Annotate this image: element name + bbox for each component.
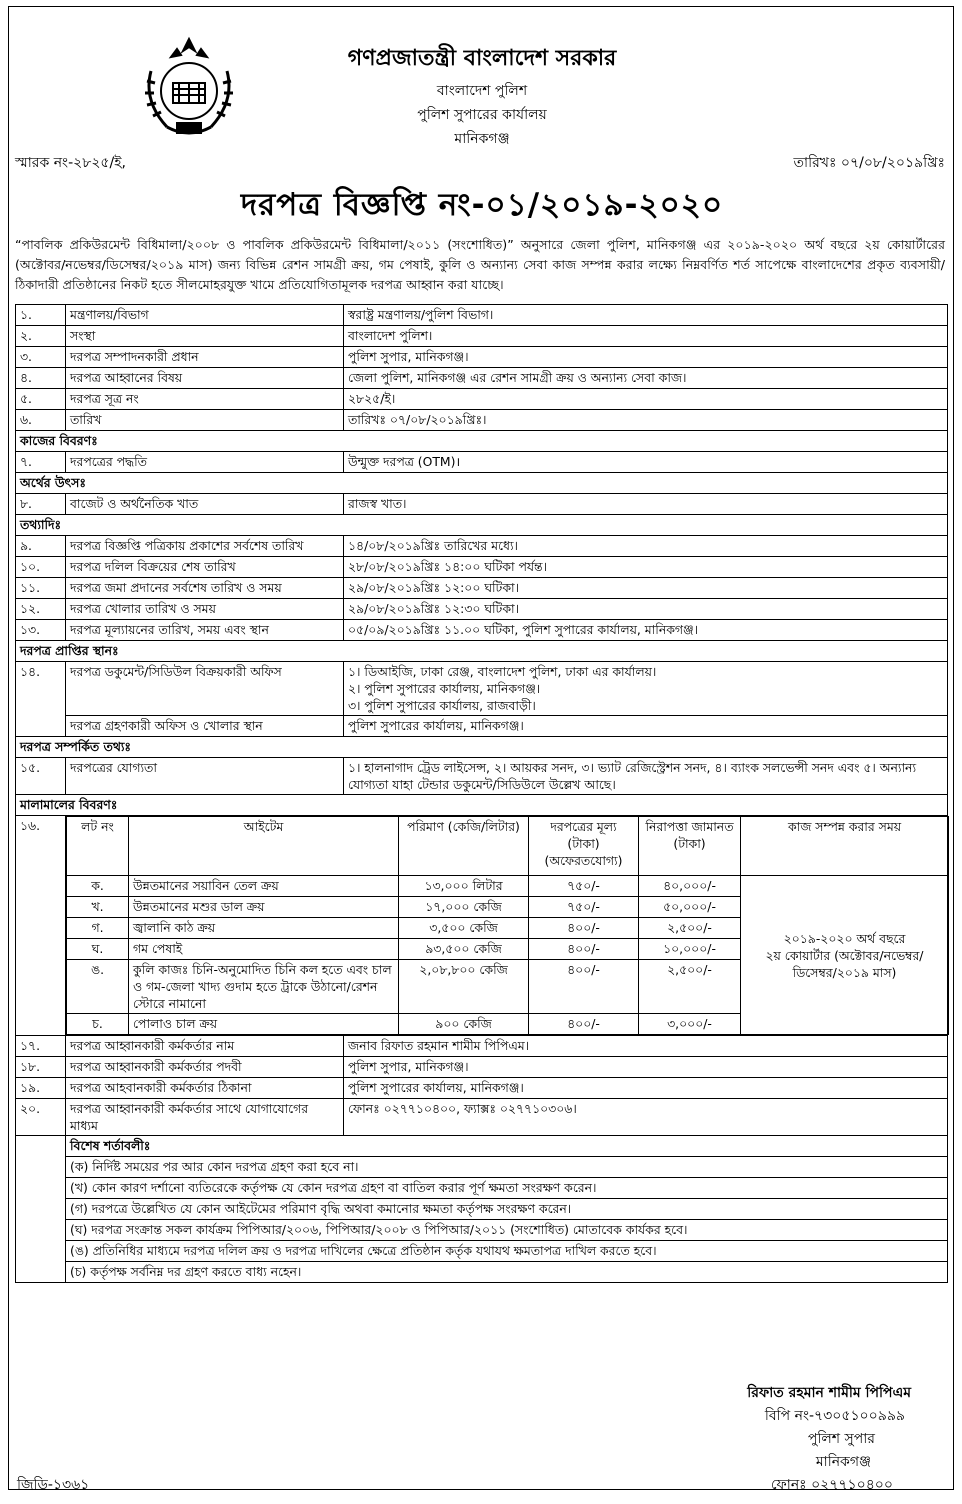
table-row: ২. সংস্থা বাংলাদেশ পুলিশ। <box>16 326 948 347</box>
tender-notice-page <box>8 6 954 1493</box>
table-row: ৩. দরপত্র সম্পাদনকারী প্রধান পুলিশ সুপার, মানিকগঞ্জ। <box>16 347 948 368</box>
condition-row: (গ) দরপত্রে উল্লেখিত যে কোন আইটেমের পরিমাণ বৃদ্ধি অথবা কমানোর ক্ষমতা কর্তৃপক্ষ সংরক্ষণ করেন। <box>16 1199 948 1220</box>
organization-name: বাংলাদেশ পুলিশ <box>436 83 528 99</box>
table-row: ৬. তারিখ তারিখঃ ০৭/০৮/২০১৯খ্রিঃ। <box>16 410 948 431</box>
table-row: ৮. বাজেট ও অর্থনৈতিক খাত রাজস্ব খাত। <box>16 494 948 515</box>
table-row: ৫. দরপত্র সূত্র নং ২৮২৫/ই। <box>16 389 948 410</box>
table-row: ২০. দরপত্র আহ্বানকারী কর্মকর্তার সাথে যোগাযোগের মাধ্যম ফোনঃ ০২৭৭১০৪০০, ফ্যাক্সঃ ০২৭৭১০৩০৬। <box>16 1099 948 1136</box>
memo-number: স্মারক নং-২৮২৫/ই, <box>15 155 126 171</box>
goods-item-row: গ. জ্বালানি কাঠ ক্রয় ৩,৫০০ কেজি ৪০০/- ২,৫০০/- <box>67 918 949 939</box>
intro-paragraph: “পাবলিক প্রকিউরমেন্ট বিধিমালা/২০০৮ ও পাবলিক প্রকিউরমেন্ট বিধিমালা/২০১১ (সংশোধিত)” অনুসারে জেলা পুলিশ, মানিকগঞ্জ এর ২০১৯-২০২০ অর্থ বছরে ২য় কোয়ার্টারের (অক্টোবর/নভেম্বর/ডিসেম্বর/২০১৯ মাস) জন্য বিভিন্ন রেশন সামগ্রী ক্রয়, গম পেষাই, কুলি ও অন্যান্য সেবা কাজ সম্পন্ন করার লক্ষ্যে নিম্নবর্ণিত শর্ত সাপেক্ষে বাংলাদেশের প্রকৃত ব্যবসায়ী/ঠিকাদারী প্রতিষ্ঠানের নিকট হতে সীলমোহরযুক্ত খামে প্রতিযোগিতামূলক দরপত্র আহ্বান করা যাচ্ছে। <box>15 237 945 292</box>
table-row: ১০. দরপত্র দলিল বিক্রয়ের শেষ তারিখ ২৮/০৮/২০১৯খ্রিঃ ১৪:০০ ঘটিকা পর্যন্ত। <box>16 557 948 578</box>
tender-details-table <box>15 304 948 1283</box>
section-row: দরপত্র সম্পর্কিত তথ্যঃ <box>16 737 948 758</box>
table-row: ৭. দরপত্রের পদ্ধতি উন্মুক্ত দরপত্র (OTM)। <box>16 452 948 473</box>
goods-item-row: ঙ. কুলি কাজঃ চিনি-অনুমোদিত চিনি কল হতে এবং চাল ও গম-জেলা খাদ্য গুদাম হতে ট্রাকে উঠানো/রেশন স্টোরে নামানো ২,০৮,৮০০ কেজি ৪০০/- ২,৫০০/- <box>67 960 949 1014</box>
section-row: তথ্যাদিঃ <box>16 515 948 536</box>
table-row: ৯. দরপত্র বিজ্ঞপ্তি পত্রিকায় প্রকাশের সর্বশেষ তারিখ ১৪/০৮/২০১৯খ্রিঃ তারিখের মধ্যে। <box>16 536 948 557</box>
table-row: ১১. দরপত্র জমা প্রদানের সর্বশেষ তারিখ ও সময় ২৯/০৮/২০১৯খ্রিঃ ১২:০০ ঘটিকা। <box>16 578 948 599</box>
notice-title: দরপত্র বিজ্ঞপ্তি নং-০১/২০১৯-২০২০ <box>240 187 724 223</box>
goods-item-row: খ. উন্নতমানের মশুর ডাল ক্রয় ১৭,০০০ কেজি ৭৫০/- ৫০,০০০/- <box>67 897 949 918</box>
goods-header-row: লট নং আইটেম পরিমাণ (কেজি/লিটার) দরপত্রের মূল্য (টাকা) (অফেরতযোগ্য) নিরাপত্তা জামানত (টাকা) কাজ সম্পন্ন করার সময় <box>67 817 949 876</box>
signatory-place: মানিকগঞ্জ <box>815 1454 871 1470</box>
signatory-phone: ফোনঃ ০২৭৭১০৪০০ <box>770 1477 893 1493</box>
goods-item-row: ক. উন্নতমানের সয়াবিন তেল ক্রয় ১৩,০০০ লিটার ৭৫০/- ৪০,০০০/- ২০১৯-২০২০ অর্থ বছরে ২য় কোয়ার্টার (অক্টোবর/নভেম্বর/ ডিসেম্বর/২০১৯ মাস) <box>67 876 949 897</box>
condition-row: (ঙ) প্রতিনিধির মাধ্যমে দরপত্র দলিল ক্রয় ও দরপত্র দাখিলের ক্ষেত্রে প্রতিষ্ঠান কর্তৃক যথাযথ ক্ষমতাপত্র দাখিল করতে হবে। <box>16 1241 948 1262</box>
table-row: ১৮. দরপত্র আহ্বানকারী কর্মকর্তার পদবী পুলিশ সুপার, মানিকগঞ্জ। <box>16 1057 948 1078</box>
table-row: দরপত্র গ্রহণকারী অফিস ও খোলার স্থান পুলিশ সুপারের কার্যালয়, মানিকগঞ্জ। <box>16 716 948 737</box>
table-row: ১৫. দরপত্রের যোগ্যতা ১। হালনাগাদ ট্রেড লাইসেন্স, ২। আয়কর সনদ, ৩। ভ্যাট রেজিস্ট্রেশন সনদ, ৪। ব্যাংক সলভেন্সী সনদ এবং ৫। অন্যান্য যোগ্যতা যাহা টেন্ডার ডকুমেন্ট/সিডিউলে উল্লেখ আছে। <box>16 758 948 795</box>
signatory-name: রিফাত রহমান শামীম পিপিএম <box>747 1385 911 1401</box>
table-row: ১৩. দরপত্র মূল্যায়নের তারিখ, সময় এবং স্থান ০৫/০৯/২০১৯খ্রিঃ ১১.০০ ঘটিকা, পুলিশ সুপারের কার্যালয়, মানিকগঞ্জ। <box>16 620 948 641</box>
signatory-designation: পুলিশ সুপার <box>807 1431 875 1447</box>
goods-row: ১৬. লট নং আইটেম পরিমাণ (কেজি/লিটার) দরপত্রের মূল্য (টাকা) (অফেরতযোগ্য) নিরাপত্তা জামানত (টাকা) কাজ সম্পন্ন করার সময় ক. উন্নতমানের সয়াবিন তেল ক্রয় ১৩,০০০ লিটার ৭৫০/- ৪০,০০০/- ২০১৯-২০২০ অর্থ বছরে ২য় কোয়ার্টার (অক্টোবর/নভেম্বর/ ডিসেম্বর/২০১৯ মাস) খ. উন্নতমানের মশুর ডাল ক্রয় ১৭,০০০ কেজি ৭৫০/- ৫০,০০০/- গ. জ্বালানি কাঠ ক্রয় ৩,৫০০ কেজি ৪০০/- ২,৫০০/- ঘ. গম পেষাই ৯৩,৫০০ কেজি ৪০০/- ১০,০০০/- ঙ. কুলি কাজঃ চিনি-অনুমোদিত চিনি কল হতে এবং চাল ও গম-জেলা খাদ্য গুদাম হতে ট্রাকে উঠানো/রেশন স্টোরে নামানো ২,০৮,৮০০ কেজি ৪০০/- ২,৫০০/- চ. পোলাও চাল ক্রয় ৯০০ কেজি ৪০০/- ৩,০০০/- <box>16 816 948 1036</box>
table-row: ১২. দরপত্র খোলার তারিখ ও সময় ২৯/০৮/২০১৯খ্রিঃ ১২:৩০ ঘটিকা। <box>16 599 948 620</box>
table-row: ১৯. দরপত্র আহবানকারী কর্মকর্তার ঠিকানা পুলিশ সুপারের কার্যালয়, মানিকগঞ্জ। <box>16 1078 948 1099</box>
goods-item-row: ঘ. গম পেষাই ৯৩,৫০০ কেজি ৪০০/- ১০,০০০/- <box>67 939 949 960</box>
government-name: গণপ্রজাতন্ত্রী বাংলাদেশ সরকার <box>347 46 617 71</box>
office-location: মানিকগঞ্জ <box>454 131 510 147</box>
signatory-bp-number: বিপি নং-৭৩০৫১০০৯৯৯ <box>764 1408 905 1424</box>
office-name: পুলিশ সুপারের কার্যালয় <box>417 107 547 123</box>
goods-table <box>66 816 949 1035</box>
section-row: অর্থের উৎসঃ <box>16 473 948 494</box>
table-row: ১. মন্ত্রণালয়/বিভাগ স্বরাষ্ট্র মন্ত্রণালয়/পুলিশ বিভাগ। <box>16 305 948 326</box>
section-row: দরপত্র প্রাপ্তির স্থানঃ <box>16 641 948 662</box>
goods-item-row: চ. পোলাও চাল ক্রয় ৯০০ কেজি ৪০০/- ৩,০০০/- <box>67 1014 949 1035</box>
section-row: কাজের বিবরণঃ <box>16 431 948 452</box>
condition-row: (চ) কর্তৃপক্ষ সর্বনিম্ন দর গ্রহণ করতে বাধ্য নহেন। <box>16 1262 948 1283</box>
condition-row: (ঘ) দরপত্র সংক্রান্ত সকল কার্যক্রম পিপিআর/২০০৬, পিপিআর/২০০৮ ও পিপিআর/২০১১ (সংশোধিত) মোতাবেক কার্যকর হবে। <box>16 1220 948 1241</box>
table-row: ১৪. দরপত্র ডকুমেন্ট/সিডিউল বিক্রয়কারী অফিস ১। ডিআইজি, ঢাকা রেঞ্জ, বাংলাদেশ পুলিশ, ঢাকা এর কার্যালয়। ২। পুলিশ সুপারের কার্যালয়, মানিকগঞ্জ। ৩। পুলিশ সুপারের কার্যালয়, রাজবাড়ী। <box>16 662 948 716</box>
section-row: মালামালের বিবরণঃ <box>16 795 948 816</box>
condition-row: (ক) নির্দিষ্ট সময়ের পর আর কোন দরপত্র গ্রহণ করা হবে না। <box>16 1157 948 1178</box>
gd-number: জিডি-১৩৬১ <box>17 1477 90 1493</box>
table-row: ১৭. দরপত্র আহ্বানকারী কর্মকর্তার নাম জনাব রিফাত রহমান শামীম পিপিএম। <box>16 1036 948 1057</box>
table-row: ৪. দরপত্র আহ্বানের বিষয় জেলা পুলিশ, মানিকগঞ্জ এর রেশন সামগ্রী ক্রয় ও অন্যান্য সেবা কাজ। <box>16 368 948 389</box>
completion-time: ২০১৯-২০২০ অর্থ বছরে ২য় কোয়ার্টার (অক্টোবর/নভেম্বর/ ডিসেম্বর/২০১৯ মাস) <box>741 876 949 1035</box>
condition-row: (খ) কোন কারণ দর্শানো ব্যতিরেকে কর্তৃপক্ষ যে কোন দরপত্র গ্রহণ বা বাতিল করার পূর্ণ ক্ষমতা সংরক্ষণ করেন। <box>16 1178 948 1199</box>
notice-date: তারিখঃ ০৭/০৮/২০১৯খ্রিঃ <box>793 155 945 171</box>
special-conditions-row: বিশেষ শর্তাবলীঃ <box>16 1136 948 1157</box>
